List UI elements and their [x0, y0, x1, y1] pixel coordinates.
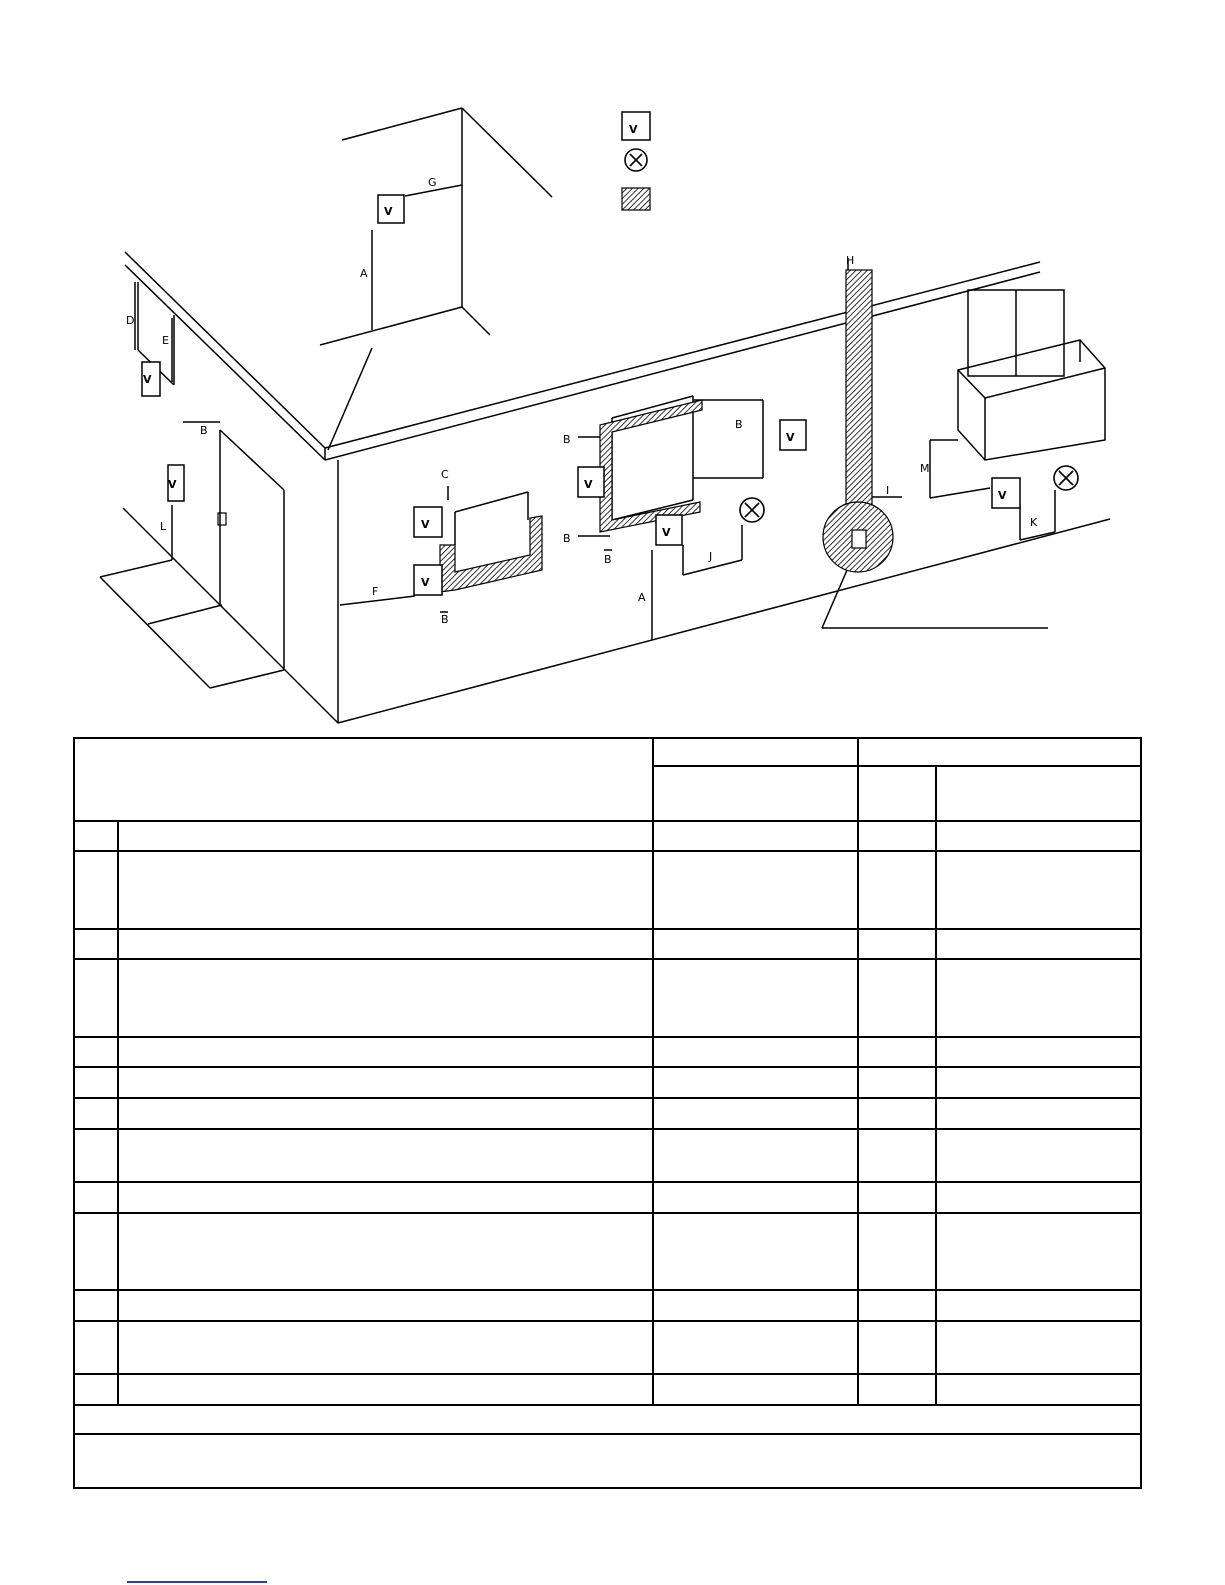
table-header-cell	[74, 738, 653, 821]
dim-label-d: D	[126, 314, 135, 327]
table-row	[74, 959, 1141, 1037]
dim-label-a: A	[638, 591, 646, 604]
air-supply-inlet-icon	[625, 149, 647, 171]
dim-label-j: J	[709, 550, 713, 563]
dim-label-b: B	[563, 433, 571, 446]
dim-label-l: L	[160, 520, 167, 533]
table-header-cell	[936, 766, 1141, 821]
table-row	[74, 1182, 1141, 1213]
clearance-table	[73, 737, 1142, 1489]
vent-terminal-icon	[378, 195, 404, 223]
dimension-labels	[126, 176, 1038, 626]
dim-label-f: F	[372, 585, 379, 598]
dim-label-b: B	[563, 532, 571, 545]
vent-terminal-icon	[168, 465, 184, 501]
dim-label-m: M	[920, 462, 930, 475]
air-supply-inlet-icon	[1054, 466, 1078, 490]
svg-text:V: V	[629, 123, 638, 136]
vent-terminal-icon	[780, 420, 806, 450]
table-row	[74, 821, 1141, 851]
table-header-cell	[858, 766, 936, 821]
dim-label-b: B	[735, 418, 743, 431]
dim-label-b: B	[441, 613, 449, 626]
table-row	[74, 1321, 1141, 1374]
air-supply-inlet-icon	[740, 498, 764, 522]
table-row	[74, 1037, 1141, 1067]
dim-label-a: A	[360, 267, 368, 280]
vent-terminal-icon	[142, 362, 160, 396]
table-header-cell	[653, 738, 858, 766]
vent-terminal-icon	[656, 515, 682, 545]
table-row	[74, 851, 1141, 929]
dim-label-e: E	[162, 334, 169, 347]
svg-text:V: V	[998, 489, 1007, 502]
table-row	[74, 929, 1141, 959]
table-header-row	[74, 738, 1141, 766]
table-row	[74, 1098, 1141, 1129]
svg-text:V: V	[168, 478, 177, 491]
dim-label-k: K	[1030, 516, 1038, 529]
table-note-row	[74, 1434, 1141, 1488]
dim-label-c: C	[441, 468, 449, 481]
table-row	[74, 1213, 1141, 1290]
dim-label-i: I	[886, 484, 890, 497]
vent-terminal-icon	[414, 507, 442, 537]
footer-link-underline	[127, 1581, 267, 1583]
svg-text:V: V	[384, 205, 393, 218]
table-row	[74, 1374, 1141, 1405]
dim-label-b: B	[200, 424, 208, 437]
svg-text:V: V	[786, 431, 795, 444]
table-note-row	[74, 1405, 1141, 1434]
table-row	[74, 1067, 1141, 1098]
vent-terminal-icon	[414, 565, 442, 595]
vent-terminal-icon	[622, 112, 650, 140]
vent-terminal-icon	[992, 478, 1020, 508]
svg-text:V: V	[584, 478, 593, 491]
table-row	[74, 1129, 1141, 1182]
svg-text:V: V	[662, 526, 671, 539]
table-header-cell	[653, 766, 858, 821]
vent-clearance-diagram	[0, 0, 1225, 735]
svg-text:V: V	[143, 373, 152, 386]
vent-terminal-icon	[578, 467, 604, 497]
dim-label-h: H	[846, 254, 855, 267]
dim-label-g: G	[428, 176, 437, 189]
svg-text:V: V	[421, 518, 430, 531]
table-header-cell	[858, 738, 1141, 766]
dim-label-b: B	[604, 553, 612, 566]
table-row	[74, 1290, 1141, 1321]
svg-text:V: V	[421, 576, 430, 589]
